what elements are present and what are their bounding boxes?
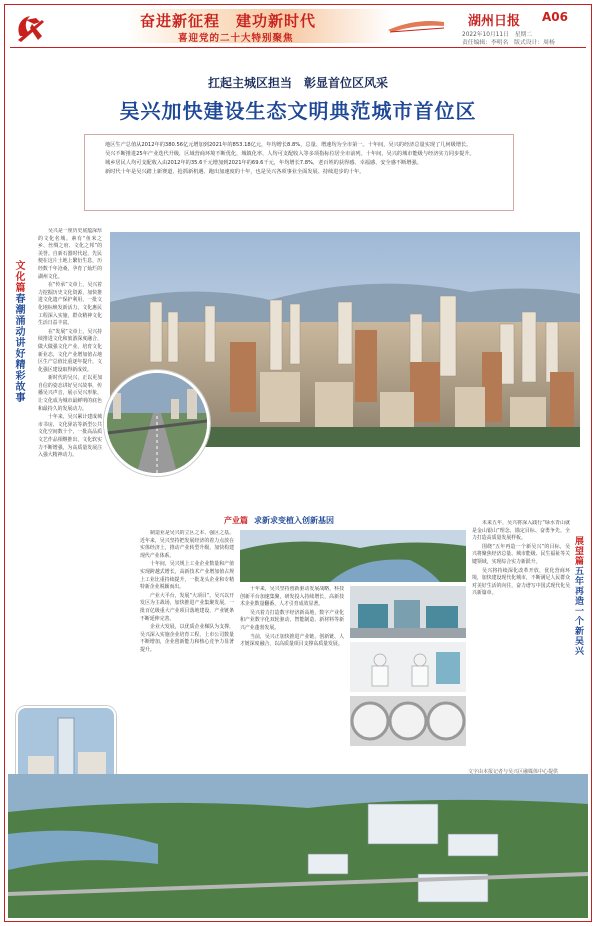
body-paragraph: 当前，吴兴正加快推进产业链、创新链、人才链深度融合，以高质量项目支撑高质量发展。 xyxy=(240,633,344,648)
body-paragraph: 十年间，吴兴规上工业企业数量和产值实现跨越式增长，高新技术产业增加值占规上工业比重持续提升，一批龙头企业和专精特新企业脱颖而出。 xyxy=(140,561,234,591)
lead-box xyxy=(84,134,514,211)
header-slogan: 奋进新征程 建功新时代 xyxy=(140,12,317,30)
pipes-image xyxy=(350,696,466,746)
editor-credits: 责任编辑：李明名 版式设计：周杨 xyxy=(462,40,555,46)
section-title: 五年再造一个新吴兴 xyxy=(573,566,583,656)
party-emblem-icon xyxy=(12,10,48,46)
body-paragraph: 吴兴着力打造数字经济新高地，数字产业化和产业数字化双轮驱动，智能制造、新材料等新兴产业蓬勃发展。 xyxy=(240,609,344,631)
landscape-image xyxy=(240,530,466,582)
section-tag: 文化篇 xyxy=(13,260,24,293)
body-paragraph: 吴兴是一座历史底蕴深厚的文化名城。素有“鱼米之乡、丝绸之府、文化之邦”的美誉。自新石器时代起，先民便在这片土地上繁衍生息，历经数千年沧桑，孕育了灿烂的湖州文化。 xyxy=(38,228,102,280)
highway-inset-photo xyxy=(104,370,210,476)
section-title: 春潮涌动讲好精彩故事 xyxy=(13,293,24,403)
lead-paragraph: 城乡居民人均可支配收入由2012年的35.6千元增加到2021年的69.6千元，年均增长7.8%，老百姓的获得感、幸福感、安全感不断增强。 xyxy=(105,160,422,166)
highway-image xyxy=(107,373,207,473)
header-divider xyxy=(10,47,586,48)
body-paragraph: 企业大发展，以优质企业梯队为支撑，吴兴深入实施企业培育工程，上市公司数量不断增加，企业创新能力和核心竞争力显著提升。 xyxy=(140,624,234,653)
lead-paragraph: 新时代十年是吴兴踏上新赛道、抢抓新机遇、跑出加速度的十年，也是吴兴各项事业全面发展、持续进步的十年。 xyxy=(105,169,365,175)
industry-section-title xyxy=(224,515,334,526)
newspaper-name: 湖州日报 xyxy=(468,14,521,29)
body-paragraph: 围绕“五年再造一个新吴兴”的目标，吴兴将聚焦经济总量、城市能级、民生福祉等关键领域，实现综合实力新跃升。 xyxy=(472,543,570,565)
outlook-section-title xyxy=(572,536,584,656)
body-paragraph: 吴兴将持续深化改革开放，优化营商环境，加快建设现代化城市，不断满足人民群众对美好生活的向往，奋力谱写中国式现代化吴兴新篇章。 xyxy=(472,567,570,597)
body-paragraph: 新时代的吴兴，正以更加自信的姿态讲好吴兴故事，传播吴兴声音，展示吴兴形象，让文化成为城市最鲜明的底色和最持久的发展动力。 xyxy=(38,375,102,412)
section-tag: 产业篇 xyxy=(224,516,248,525)
article-headline: 吴兴加快建设生态文明典范城市首位区 xyxy=(119,99,477,123)
lead-paragraph: 地区生产总值从2012年的380.56亿元增加到2021年的853.18亿元，年均增长8.8%，总量、增速均为全市第一。十年间，吴兴的经济总量实现了几何级增长。 xyxy=(105,142,472,148)
innovation-column xyxy=(240,586,344,756)
issue-date: 2022年10月11日 星期二 xyxy=(462,32,533,38)
train-graphic xyxy=(386,14,446,36)
body-paragraph: 在“发展”文章上，吴兴持续推进文化和旅游深度融合，做大做强文化产业，培育文化新业态，文化产业增加值占地区生产总值比重逐年提升，文化强区建设取得新成效。 xyxy=(38,328,102,373)
article-kicker: 扛起主城区担当 彰显首位区风采 xyxy=(207,76,388,90)
body-paragraph: 十年来，吴兴累计建成城市书房、文化驿站等新型公共文化空间数十个，一批高品质文艺作品相继推出，文化软实力不断增强，为高质量发展注入强大精神动力。 xyxy=(38,414,102,459)
lab-workers-photo xyxy=(350,642,466,692)
pipes-photo xyxy=(350,696,466,746)
culture-section-title xyxy=(12,260,24,403)
culture-column xyxy=(38,228,102,698)
factory-equipment-photo xyxy=(350,586,466,638)
photo-credit: 文字由本报记者与吴兴区融媒体中心提供 xyxy=(468,769,559,775)
industry-column xyxy=(140,530,234,760)
body-paragraph: 制造业是吴兴的立区之本、强区之基。近年来，吴兴坚持把发展经济的着力点放在实体经济上，推动产业转型升级，加快构建现代产业体系。 xyxy=(140,530,234,559)
page-header xyxy=(6,6,590,48)
lab-image xyxy=(350,642,466,692)
page-number: A06 xyxy=(542,10,568,24)
header-subslogan: 喜迎党的二十大特别聚焦 xyxy=(178,33,294,44)
lake-landscape-photo xyxy=(240,530,466,582)
factory-image xyxy=(350,586,466,638)
aerial-image xyxy=(8,774,588,918)
section-tag: 展望篇 xyxy=(573,536,583,566)
section-title: 求新求变植入创新基因 xyxy=(254,516,334,525)
aerial-campus-photo xyxy=(8,774,588,918)
body-paragraph: 在“传承”文章上，吴兴着力挖掘历史文化资源，加快推进文化遗产保护利用，一批文化地标焕发新活力，文化惠民工程深入实施，群众精神文化生活日益丰富。 xyxy=(38,282,102,327)
outlook-column xyxy=(472,520,570,760)
lead-paragraph: 吴兴不断推进25年产业迭代升级，区域营商环境不断优化，城镇化率、人均可支配收入等多项指标位居全市前列。十年间，吴兴的城市能级与经济实力同步提升。 xyxy=(105,151,475,157)
body-paragraph: 十年来，吴兴坚持创新驱动发展战略，科技创新平台加速集聚，研发投入持续增长，高新技术企业数量翻番，人才引育成效显著。 xyxy=(240,586,344,608)
body-paragraph: 产业大平台，发展“大项目”。吴兴以开发区为主战场，加快推进产业集聚发展，一批百亿级重大产业项目落地建设，产业链条不断延伸完善。 xyxy=(140,592,234,622)
body-paragraph: 未来五年，吴兴将深入践行“绿水青山就是金山银山”理念，锚定目标、奋勇争先，全力打造高质量发展样板。 xyxy=(472,520,570,542)
